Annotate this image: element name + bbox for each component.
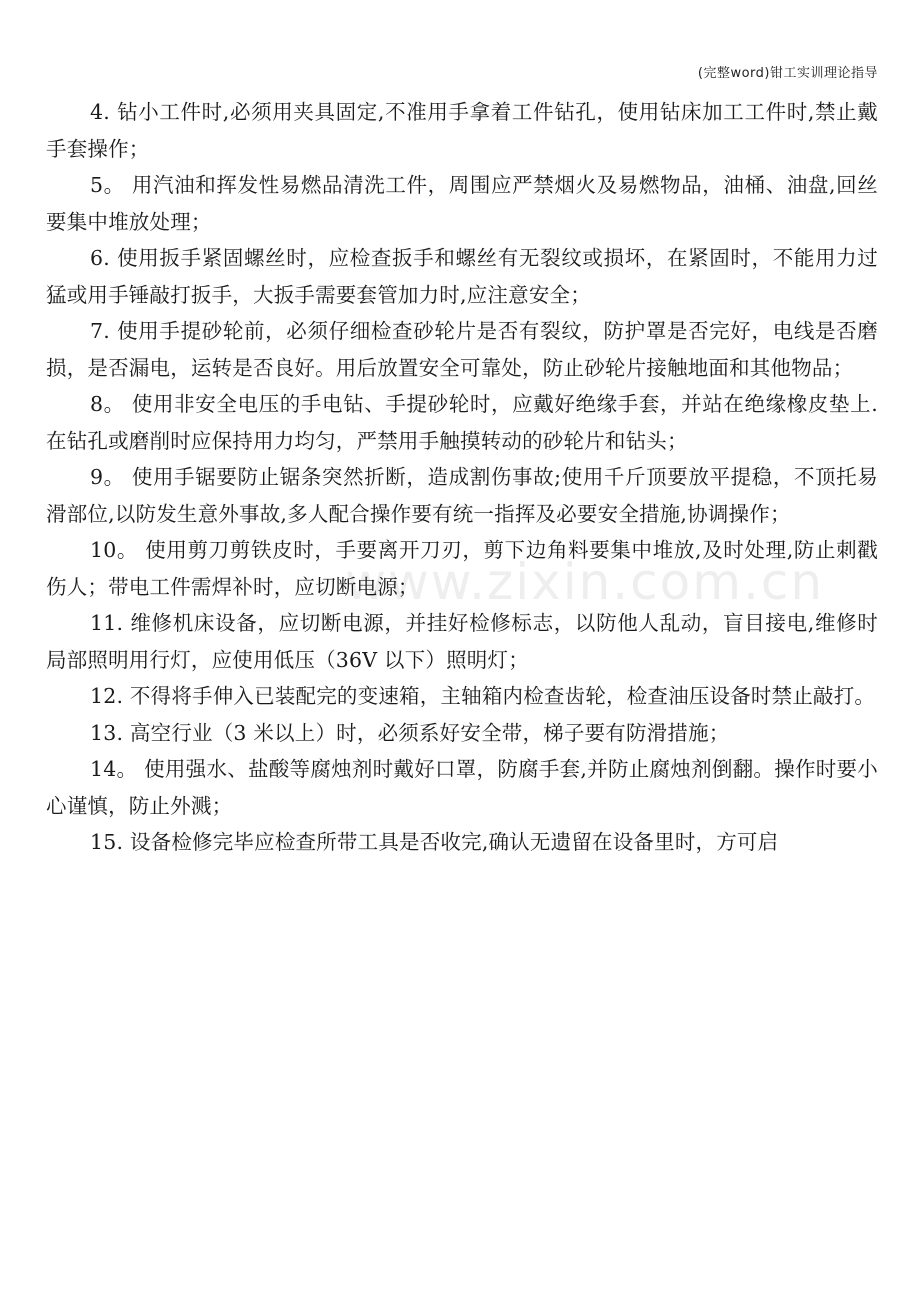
watermark-text: www.zixin.com.cn xyxy=(345,553,825,611)
list-item-7: 7. 使用手提砂轮前，必须仔细检查砂轮片是否有裂纹，防护罩是否完好，电线是否磨损，是否漏电，运转是否良好。用后放置安全可靠处，防止砂轮片接触地面和其他物品； xyxy=(46,319,878,380)
list-item-9: 9。 使用手锯要防止锯条突然折断，造成割伤事故;使用千斤顶要放平提稳，不顶托易滑部位,以防发生意外事故,多人配合操作要有统一指挥及必要安全措施,协调操作； xyxy=(46,465,878,526)
list-item-5: 5。 用汽油和挥发性易燃品清洗工件，周围应严禁烟火及易燃物品，油桶、油盘,回丝要集中堆放处理； xyxy=(46,173,878,234)
list-item-11: 11. 维修机床设备，应切断电源，并挂好检修标志，以防他人乱动，盲目接电,维修时局部照明用行灯，应使用低压（36V 以下）照明灯； xyxy=(46,611,878,672)
list-item-12: 12. 不得将手伸入已装配完的变速箱，主轴箱内检查齿轮，检查油压设备时禁止敲打。 xyxy=(90,684,876,708)
list-item-14: 14。 使用强水、盐酸等腐烛剂时戴好口罩，防腐手套,并防止腐烛剂倒翻。操作时要小心谨慎，防止外溅； xyxy=(46,757,878,818)
list-item-4: 4. 钻小工件时,必须用夹具固定,不准用手拿着工件钻孔，使用钻床加工工件时,禁止戴手套操作； xyxy=(46,100,878,161)
document-body xyxy=(46,94,878,861)
list-item-13: 13. 高空行业（3 米以上）时，必须系好安全带，梯子要有防滑措施； xyxy=(90,720,730,745)
list-item-6: 6. 使用扳手紧固螺丝时，应检查扳手和螺丝有无裂纹或损坏，在紧固时，不能用力过猛或用手锤敲打扳手，大扳手需要套管加力时,应注意安全； xyxy=(46,246,878,307)
page-header-title: (完整word)钳工实训理论指导 xyxy=(697,66,878,81)
list-item-15: 15. 设备检修完毕应检查所带工具是否收完,确认无遗留在设备里时，方可启 xyxy=(90,830,779,854)
list-item-10: 10。 使用剪刀剪铁皮时，手要离开刀刃，剪下边角料要集中堆放,及时处理,防止刺戳伤人；带电工件需焊补时，应切断电源； xyxy=(46,538,878,599)
list-item-8: 8。 使用非安全电压的手电钻、手提砂轮时，应戴好绝缘手套，并站在绝缘橡皮垫上.在钻孔或磨削时应保持用力均匀，严禁用手触摸转动的砂轮片和钻头； xyxy=(46,392,878,453)
